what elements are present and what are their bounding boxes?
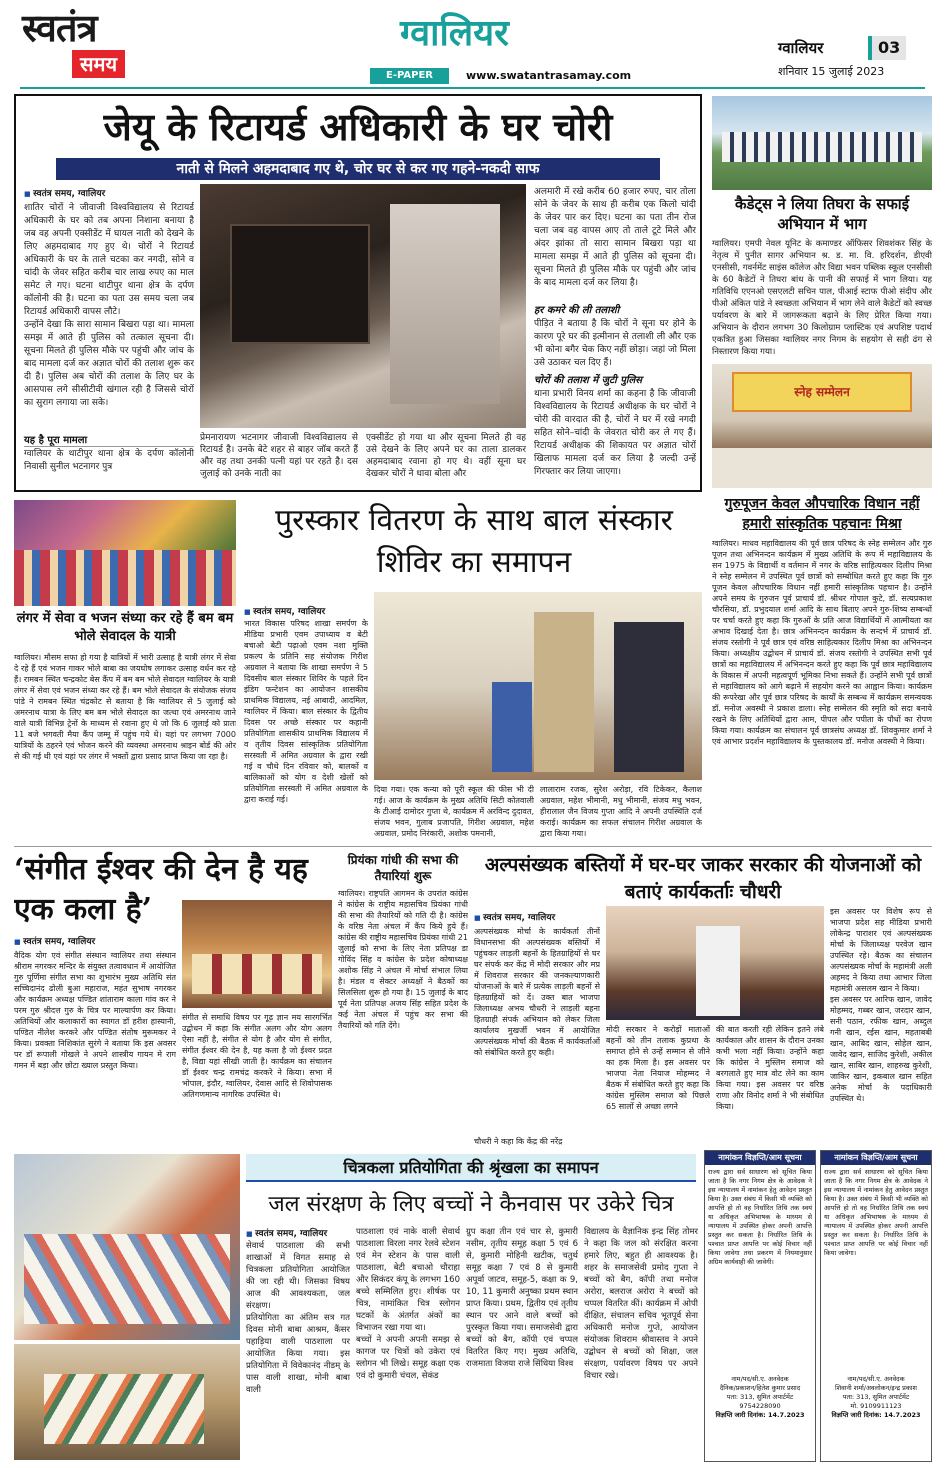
alpsankhyak-photo	[606, 906, 824, 1020]
lead-col3-subhead-1: हर कमरे की ली तलाशी	[534, 305, 620, 316]
alpsankhyak-col3: की बात करती रही लेकिन इतने लंबे कार्यकाल और शासन के दौरान उनका कभी भला नहीं किया। उन्होंने कहा कि कांग्रेस ने मुस्लिम समाज को बरगलाते हुए मात्र वोट लेने का काम किया गया। इस अवसर पर वरिष्ठ राणा और विनोद शर्मा ने भी संबोधित किया।	[716, 1025, 824, 1111]
chitrakala-kicker: चित्रकला प्रतियोगिता की श्रृंखला का समापन	[246, 1154, 696, 1182]
sangeet-stage-shape	[192, 954, 322, 994]
chitrakala-photo	[14, 1154, 240, 1340]
issue-date: शनिवार 15 जुलाई 2023	[778, 65, 885, 78]
notice-1-title: नामांकन विज्ञप्ति/आम सूचना	[705, 1151, 815, 1165]
puraskar-officer-shape	[534, 612, 594, 772]
alpsankhyak-col4: इस अवसर पर विशेष रूप से भाजपा प्रदेश सह मीडिया प्रभारी लोकेन्द्र पाराशर एवं अल्पसंख्यक मोर्चा के जिलाध्यक्ष परवेज खान उपस्थित रहे। बैठक का संचालन अल्पसंख्यक मोर्चा के महामंत्री अली अहमद ने किया तथा आभार जिला महामंत्री असलम खान ने किया। इस अवसर पर आरिफ खान, जावेद मोहम्मद, गब्बर खान, जरदार खान, सनी पठान, रफीक खान, अब्दुल गनी खान, रईस खान, महताबबी खान, आबिद खान, सोहेल खान, जावेद खान, साजिद कुरेशी, अकील खान, साबिर खान, शाहरुख कुरेशी, जाकिर खान, इकबाल खान सहित अनेक मोर्चा के पदाधिकारी उपस्थित थे।	[830, 907, 932, 1103]
alpsankhyak-col1: अल्पसंख्यक मोर्चा के कार्यकर्ता तीनों विधानसभा की अल्पसंख्यक बस्तियों में पहुंचकर लाड़ली बहनों के हितग्राहियों से घर घर संपर्क कर केंद्र में मोदी सरकार और मप्र में शिवराज सरकार की जनकल्याणकारी योजनाओं के बारे में प्रत्येक लाड़ली बहनों से हितग्राहियों को दें। उक्त बात भाजपा जिलाध्यक्ष अभय चौधरी ने लाड़ली बहना हितग्राही संपर्क अभियान को लेकर जिला कार्यालय मुखर्जी भवन में आयोजित अल्पसंख्यक मोर्चा की बैठक में कार्यकर्ताओं को संबोधित करते हुए कही।	[474, 927, 600, 1057]
puraskar-col1: भारत विकास परिषद शाखा समर्पण के मीडिया प्रभारी एवम उपाध्याय व बेटी बचाओ बेटी पढ़ाओ एवम नशा मुक्ति प्रकल्प के प्रतिनि सह संयोजक गिरीश अग्रवाल ने बताया कि शाखा समर्पण ने 5 दिवसीय बाल संस्कार शिविर के पहले दिन इंडिग फन्टेशन का आयोजन शासकीय प्राथमिक विद्यालय, नई आबादी, आदमिल, ग्वालियर में किया। बाल संस्कार के द्वितीय दिवस पर अच्छे संस्कार पर कहानी प्रतियोगिता शासकीय प्राथमिक विद्यालय में व तृतीय दिवस सांस्कृतिक प्रतियोगिता सरस्वती में अमित अग्रवाल के द्वारा रखी गई व चौथे दिन रविवार को, बालकों व बालिकाओं को योग व देशी खेलों को प्रतियोगिता सरस्वती में अमित अग्रवाल के द्वारा कराई गई।	[244, 619, 368, 804]
puraskar-child-shape	[492, 682, 532, 772]
notice-2-title: नामांकन विज्ञप्ति/आम सूचना	[821, 1151, 931, 1165]
priyanka-body: ग्वालियर। राष्ट्रपति आगमन के उपरांत कांग्रेस ने कांग्रेस के राष्ट्रीय महासचिव प्रियंका गांधी की सभा की तैयारियों को गति दी है। कांग्रेस के वरिष्ठ नेता अंचल में कैंप किये हुये हैं। कांग्रेस की राष्ट्रीय महासचिव प्रियंका गांधी 21 जुलाई को सभा के लिए नेता प्रतिपक्ष डा गोविंद सिंह व कांग्रेस के प्रदेश कोषाध्यक्ष अशोक सिंह ने अंचल में मोर्चा संभाल लिया है। मंडल व सेक्टर अध्यक्षों ने बैठकों का सिलसिला शुरू हो गया है। 15 जुलाई के बाद पूर्व नेता प्रतिपक्ष अजय सिंह सहित प्रदेश के कई नेता अंचल में पहुंच कर सभा की तैयारियों को गति देंगे।	[338, 889, 468, 1030]
masthead	[0, 0, 945, 90]
lead-photo	[200, 184, 526, 428]
gurupujan-photo	[712, 364, 932, 488]
chitrakala-photo-2	[14, 1344, 240, 1460]
lead-col3: अलमारी में रखे करीब 60 हजार रुपए, चार तोला सोने के जेवर के साथ ही करीब एक किलो चांदी के जेवर पार कर दिए। घटना का पता तीन रोज चला जब वह वापस आए तो ताले टूटे मिले और अंदर झांका तो सारा सामान बिखरा पड़ा था मामला समझ में आते ही पुलिस को सूचना दी। सूचना मिलते ही पुलिस मौके पर पहुंची और जांच के बाद मामला दर्ज कर लिया है।	[534, 187, 696, 288]
gurupujan-banner-text: स्नेह सम्मेलन	[794, 385, 850, 399]
lead-photo-caption-b: एक्सीडेंट हो गया था और सूचना मिलते ही वह उसे देखने के लिए अपने घर का ताला डालकर अहमदाबाद रवाना हो गए थे। वहीं सूना घर देखकर चोरों ने धावा बोला और	[366, 433, 526, 479]
lead-col1: शातिर चोरों ने जीवाजी विश्वविद्यालय से रिटायर्ड अधिकारी के घर को तब अपना निशाना बनाया है जब वह अपनी एक्सीडेंट में घायल नाती को देखने के लिए अहमदाबाद गए हुए थे। चोरों ने रिटायर्ड अधिकारी के घर के ताले चटका कर नगदी, सोने व चांदी के जेवर सहित करीब चार लाख रुपए का माल समेट ले गए। घटना थाटीपुर थाना क्षेत्र के दर्पण कॉलोनी की है। घटना का पता उस समय चला जब रिटायर्ड अधिकारी वापस लौटे। उन्होंने देखा कि सारा सामान बिखरा पड़ा था। मामला समझ में आते ही पुलिस को तत्काल सूचना दी। सूचना मिलते ही पुलिस मौके पर पहुंची और जांच के बाद मामला दर्ज कर अज्ञात चोरों की तलाश शुरू कर दी है। पुलिस अब चोरों की तलाश के लिए घर के आसपास लगे सीसीटीवी खंगाल रही है जिससे चोरों का सुराग लगाया जा सके।	[24, 203, 194, 408]
puraskar-photo	[374, 592, 702, 780]
section-rule	[14, 846, 932, 847]
notice-1-date: विज्ञप्ति जारी दिनांक: 14.7.2023	[715, 1411, 805, 1419]
epaper-label: E-PAPER	[370, 68, 449, 84]
lead-col1-subhead: यह है पूरा मामला	[24, 432, 194, 447]
puraskar-col3: लालाराम रजक, सुरेश अरोड़ा, रवि टिकेकर, कैलाश अग्रवाल, महेश भीमानी, मधु भीमानी, संजय मधु भवन, हीरालाल जैन विजय गुप्ता आदि ने अपनी उपस्थिति दर्ज कराई। कार्यक्रम का सफल संचालन गिरीश अग्रवाल के द्वारा किया गया।	[540, 785, 702, 838]
lead-col3-p2: पीड़ित ने बताया है कि चोरों ने सूना घर होने के कारण पूरे घर की इत्मीनान से तलाशी ली और एक भी कोना बगैर चेक किए नहीं छोड़ा। जहां जो मिला उसे उठाकर चल दिए हैं।	[534, 319, 696, 368]
sangeet-headline: ‘संगीत ईश्वर की देन है यह एक कला है’	[14, 852, 308, 927]
alpsankhyak-byline: ■ स्वतंत्र समय, ग्वालियर	[474, 910, 600, 923]
sangeet-col1: वैदिक योग एवं संगीत संस्थान ग्वालियर तथा संस्थान श्रीराम नगरकर मन्दिर के संयुक्त तत्वावधान में आयोजित गुरु पूर्णिमा संगीत सभा का शुभारंभ मुख्य अतिथि संत सच्चिदानंद ढोली बुआ महाराज, महंत सुभाष नगरकर और कार्यक्रम अध्यक्ष पण्डित शांताराम काला गांव कर ने परम गुरु श्रीदत्त गुरु के चित्र पर माल्यार्पण कर किया। अतिथियों और कलाकारों का स्वागत डॉ हरीश हास्यानी, पण्डित नीलेश करकरे और पण्डित संतोष मुरूमकर ने किया। प्रवक्ता निशिकांत सुरंगे ने बताया कि इस अवसर पर डॉ रूपाली गोखले ने अपने शास्त्रीय गायन मे राग गमन में बड़ा और छोटा ख्याल प्रस्तुत किया।	[14, 951, 176, 1070]
langar-crowd-shape	[14, 550, 236, 606]
notice-1	[704, 1150, 816, 1462]
notice-2-body: राज्य द्वारा सर्व साधारण को सूचित किया जाता है कि नगर निगम क्षेत्र के आवेदक ने इस न्यायालय में नामांकन हेतु आवेदन प्रस्तुत किया है। उक्त संबंध में किसी भी व्यक्ति को आपत्ति हो तो वह निर्धारित तिथि तक स्वयं या अधिकृत अभिभाषक के माध्यम से न्यायालय में उपस्थित होकर अपनी आपत्ति प्रस्तुत कर सकता है। निर्धारित तिथि के पश्चात प्राप्त आपत्ति पर कोई विचार नहीं किया जावेगा।	[824, 1168, 928, 1257]
page-number: 03	[868, 36, 906, 60]
gurupujan-table-shape	[712, 448, 932, 488]
alpsankhyak-photo-caption: चौधरी ने कहा कि केंद्र की नरेंद्र	[474, 1137, 563, 1146]
lead-col1-tail: ग्वालियर के थाटीपुर थाना क्षेत्र के दर्पण कॉलोनी निवासी सुनील भटनागर पुत्र	[24, 449, 194, 472]
langar-body: ग्वालियर। मौसम सफा हो गया है यात्रियों में भारी उत्साह है यात्री लंगर में सेवा दे रहे हैं एवं भजन गाकर भोले बाबा का जयघोष लगाकर उत्साह वर्धन कर रहे हैं। रामबन स्थित चन्द्रकोट बेस कैंप में बम बम भोले सेवादल ग्वालियर के यात्री लंगर में सेवा एवं भजन संध्या कर रहे हैं। बम भोले सेवादल के संयोजक संजय पांडे ने रामबन स्थित चंद्रकोट से बताया है कि ग्वालियर से 5 जुलाई को अमरनाथ यात्रा के लिए बम बम भोले सेवादल का जत्था एवं अमरनाथ जाने वाले यात्री विभिन्न ट्रेनों के माध्यम से रवाना हुए थे जो कि 6 जुलाई को प्रातः 11 बजे भगवती मैया कैंप जम्मू में पहुंच गये थे। यहां पर लगभग 7000 यात्रियों के ठहरने एवं भोजन करने की व्यवस्था अमरनाथ श्राइन बोर्ड की ओर से की गई थी एवं यहां पर लंगर में भक्तों द्वारा प्रसाद प्राप्त किया जा रहा है।	[14, 653, 236, 761]
chitrakala-byline: ■ स्वतंत्र समय, ग्वालियर	[246, 1226, 366, 1239]
chitrakala-drawing-shape	[44, 1374, 204, 1444]
logo-top-text: स्वतंत्र	[22, 5, 97, 50]
alpsankhyak-speaker-shape	[696, 926, 740, 1016]
chitrakala-col1: सेवार्थ पाठशाला की सभी शाखाओं में विगत समाह से चित्रकला प्रतियोगिता आयोजित की जा रही थी। जिसका विषय आज की आवश्यकता, जल संरक्षण। प्रतियोगिता का अंतिम सत्र गत दिवस मोनी बाबा आश्रम, कैंसर पहाड़िया वाली पाठशाला पर आयोजित किया गया। इस प्रतियोगिता में विवेकानंद नीडम् के पास वाली शाखा, मोनी बाबा वाली	[246, 1241, 350, 1395]
lead-subhead: नाती से मिलने अहमदाबाद गए थे, चोर घर से कर गए गहने-नकदी साफ	[56, 158, 660, 180]
puraskar-person-shape	[614, 622, 684, 772]
alpsankhyak-col2: मोदी सरकार ने करोड़ों माताओं बहनों को तीन तलाक कुप्रथा के समाप्त होने से उन्हें सम्मान से जीने का हक मिला है। इस अवसर पर भाजपा नेता नियाज मोहम्मद ने बैठक में संबोधित करते हुए कहा कि कांग्रेस मुस्लिम समाज को पिछले 65 सालों से अच्छा लगने	[606, 1025, 710, 1111]
chitrakala-col4: विद्यालय के वैज्ञानिक इन्द्र सिंह तोमर ने कहा कि जल को संरक्षित करना हमारे लिए, बहुत ही आवश्यक है। शहर के समाजसेवी प्रमोद गुप्ता ने बच्चों को बैग, कॉपी तथा मनोज अरोरा, बलराज अरोरा ने बच्चों को चप्पल वितरित कीं। कार्यक्रम में ओपी दीक्षित, संचालन सचिव भूतपूर्व सेना अधिकारी मनोज गुप्ते, आयोजन संयोजक शिवराम श्रीवास्तव ने अपने उद्बोधन से बच्चों को शिक्षा, जल संरक्षण, पर्यावरण विषय पर अपने विचार रखे।	[584, 1227, 698, 1381]
notice-2	[820, 1150, 932, 1462]
chitrakala-children-shape	[24, 1234, 230, 1324]
cadets-photo	[712, 96, 932, 190]
sangeet-byline: ■ स्वतंत्र समय, ग्वालियर	[14, 934, 174, 947]
sangeet-photo	[182, 900, 332, 1008]
chitrakala-headline: जल संरक्षण के लिए बच्चों ने कैनवास पर उकेरे चित्र	[268, 1192, 674, 1217]
lead-headline: जेयू के रिटायर्ड अधिकारी के घर चोरी	[103, 104, 613, 149]
gurupujan-headline: गुरुपूजन केवल औपचारिक विधान नहीं हमारी सांस्कृतिक पहचानः मिश्रा	[724, 496, 920, 532]
priyanka-headline: प्रियंका गांधी की सभा की तैयारियां शुरू	[347, 853, 459, 883]
chitrakala-col2: पाठशाला एवं नाके वाली सेवार्थ पाठशाला विरला नगर रेलवे स्टेशन एवं मेन स्टेशन के पास वाली पाठशाला, बेटी बचाओ चौराहा और सिकंदर कंपू के लगभग 160 बच्चे सम्मिलित हुए। शीर्षक पर चित्र, नामांकित चित्र स्लोगन घटकों के अंतर्गत अंकों का विभाजन रखा गया था। बच्चों ने अपनी अपनी समझ से कागज पर चित्रों को उकेरा एवं स्लोगन भी लिखे। समूह कक्षा एक एवं दो कुमारी चंचल, सेकंड	[356, 1227, 460, 1381]
notice-1-body: राज्य द्वारा सर्व साधारण को सूचित किया जाता है कि नगर निगम क्षेत्र के आवेदक ने इस न्यायालय में नामांकन हेतु आवेदन प्रस्तुत किया है। उक्त संबंध में किसी भी व्यक्ति को आपत्ति हो तो वह निर्धारित तिथि तक स्वयं या अधिकृत अभिभाषक के माध्यम से न्यायालय में उपस्थित होकर अपनी आपत्ति प्रस्तुत कर सकता है। निर्धारित तिथि के पश्चात प्राप्त आपत्ति पर कोई विचार नहीं किया जावेगा तथा प्रकरण में नियमानुसार अग्रिम कार्यवाही की जावेगी।	[708, 1168, 812, 1266]
masthead-city: ग्वालियर	[400, 13, 509, 54]
lead-col3-p3: थाना प्रभारी विनय शर्मा का कहना है कि जीवाजी विश्वविद्यालय के रिटायर्ड अधीक्षक के घर चोरों ने चोरी की वारदात की है, चोरों ने घर में रखे नगदी सहित सोने–चांदी के जेवरात चोरी कर ले गए हैं। रिटायर्ड अधीक्षक की शिकायत पर अज्ञात चोरों खिलाफ मामला दर्ज कर लिया है जल्दी उन्हें गिरफ्तार कर लिया जाएगा।	[534, 389, 696, 477]
puraskar-byline: ■ स्वतंत्र समय, ग्वालियर	[244, 604, 368, 617]
gurupujan-banner	[732, 372, 912, 412]
lead-story	[14, 94, 702, 492]
logo-bottom-text: समय	[72, 50, 125, 78]
masthead-logo	[22, 6, 162, 86]
alpsankhyak-headline: अल्पसंख्यक बस्तियों में घर-घर जाकर सरकार की योजनाओं को बताएं कार्यकर्ताः चौधरी	[484, 854, 922, 903]
cadets-headline: कैडेट्स ने लिया तिघरा के सफाई अभियान में भाग	[734, 195, 910, 233]
cadets-body: ग्वालियर। एमपी नेवल यूनिट के कमाण्डर ऑफिसर शिवशंकर सिंह के नेतृत्व में पुनीत सागर अभियान श्र. ड. मा. वि. हरिदर्शन, डीएवी एनसीसी, गवर्नमेंट साइंस कॉलेज और विद्या भवन पब्लिक स्कूल एनसीसी के 60 कैडेटों ने तिघरा बांध के पानी की सफाई में भाग लिया। यह गतिविधि एएनओ एसएलटी सचिन पाल, पीआई स्टाफ पीओ संदीप और पीओ अंकित पांडे ने स्वच्छता अभियान में भाग लेने वाले कैडेटों को स्वच्छ पर्यावरण के बारे में जागरूकता बढ़ाने के लिए प्रेरित किया गया। अभियान के दौरान लगभग 30 किलोग्राम प्लास्टिक एवं अपशिष्ट पदार्थ एकत्रित हुआ जिसका ग्वालियर नगर निगम के सहयोग से सही ढंग से निस्तारण किया गया।	[712, 239, 932, 357]
lead-byline: ■ स्वतंत्र समय, ग्वालियर	[24, 186, 194, 199]
notice-2-date: विज्ञप्ति जारी दिनांक: 14.7.2023	[831, 1411, 921, 1419]
cadets-group-shape	[722, 132, 922, 162]
notice-1-officer: नाम/पद/सी.ए. अनवेदक दैनिक/प्रकाशन/हितेश कुमार प्रसाद पता: 313, सुमित अपार्टमेंट 9754228090	[719, 1375, 801, 1410]
gurupujan-body: ग्वालियर। माधव महाविद्यालय की पूर्व छात्र परिषद के स्नेह सम्मेलन और गुरु पूजन तथा अभिनन्दन कार्यक्रम में मुख्य अतिथि के रूप में महाविद्यालय के सन 1975 के विद्यार्थी व वर्तमान में नगर के वरिष्ठ साहित्यकार दिलीप मिश्रा ने स्नेह सम्मेलन में उपस्थित पूर्व छात्रों को सम्बोधित करते हुए कहा कि गुरु पूजन केवल औपचारिक विधान नहीं हमारी सांस्कृतिक पहचान है। उन्होंने अपने समय के गुरुजन पूर्व प्राचार्य डॉ. श्रीधर गोपाल कुटे, डॉ. सत्यप्रकाश चौरसिया, डॉ. प्रभुदयाल शर्मा आदि के साथ बिताए अपने गुरु-शिष्य सम्बन्धों पर चर्चा करते हुए कहा कि गुरुओं के प्रति आज विद्यार्थियों में आत्मीयता का अभाव दिखाई देता है। छात्र अभिनन्दन कार्यक्रम के सन्दर्भ में प्राचार्य डॉ. संजय रस्तोगी ने पूर्व छात्र एवं वरिष्ठ साहित्यकार दिलीप मिश्रा का अभिनन्दन किया। अध्यक्षीय उद्बोधन में प्राचार्य डॉ. संजय रस्तोगी ने उपस्थित सभी पूर्व छात्रों का महाविद्यालय में अभिनन्दन करते हुए कहा कि पूर्व छात्र महाविद्यालय के विकास में अपनी महत्वपूर्ण भूमिका निभा सकते हैं। उन्होंने सभी पूर्व छात्रों से महाविद्यालय को आगे बढ़ाने में सहयोग करने का आह्वान किया। कार्यक्रम की रूपरेखा और पूर्व छात्र परिषद के कार्यों के सम्बन्ध में कार्यक्रम समन्वयक डॉ. मनोज अवस्थी ने प्रकाश डाला। स्नेह सम्मेलन की स्मृति को सदा बनाये रखने के लिए अतिथियों द्वारा आम, पीपल और पपीता के पौधों का रोपण किया गया। कार्यक्रम का संचालन पूर्व छात्रसंघ अध्यक्ष डॉ. शिवकुमार शर्मा ने एवं आभार प्रदर्शन महाविद्यालय के पुस्तकालय डॉ. मनोज अवस्थी ने किया।	[712, 539, 932, 746]
chitrakala-col3: ग्रुप कक्षा तीन एवं चार से, कुमारी नसीम, तृतीय समूह कक्षा 5 एवं 6 से, कुमारी मोहिनी खटीक, चतुर्थ समूह कक्षा 7 एवं 8 से कुमारी अपूर्वा जाटव, समूह-5, कक्षा क 9, 10, 11 कुमारी अनुष्का प्रथम स्थान प्राप्त किया। प्रथम, द्वितीय एवं तृतीय स्थान पर आने वाले बच्चों को पुरस्कृत किया गया। समाजसेवी द्वारा बच्चों को बैग, कॉपी एवं चप्पल वितरित किए गए। मुख्य अतिथि, राजमाता विजया राजे सिंधिया विश्व	[466, 1227, 578, 1369]
sangeet-col2: संगीत से समाधि विषय पर गूढ़ ज्ञान मय सारगर्भित उद्बोधन में कहा कि संगीत अलग और योग अलग ऐसा नहीं है, संगीत से योग है और योग से संगीत, संगीत ईश्वर की देन है, यह कला है जो ईश्वर प्रदत है, विद्या यहां सीखी जाती है। कार्यक्रम का संचालन डॉ ईश्वर चन्द्र रामचंद्र करकरे ने किया। सभा में भोपाल, इंदौर, ग्वालियर, देवास आदि से शिवोपासक अतिगणमान्य नागरिक उपस्थित थे।	[182, 1013, 332, 1099]
photo-cloth-shape	[390, 204, 500, 404]
langar-photo	[14, 500, 236, 606]
site-url[interactable]: www.swatantrasamay.com	[466, 69, 632, 82]
lead-photo-caption-a: प्रेमनारायण भटनागर जीवाजी विश्वविद्यालय से रिटायर्ड है। उनके बेटे शहर से बाहर जॉब करते हैं और वह तथा उनकी पत्नी यहां पर रहते है। दस जुलाई को उनके नाती का	[200, 433, 358, 479]
photo-drawer-shape	[230, 224, 370, 344]
lead-col3-subhead-2: चोरों की तलाश में जुटी पुलिस	[534, 375, 643, 386]
masthead-rule	[20, 87, 925, 89]
langar-headline: लंगर में सेवा व भजन संध्या कर रहे हैं बम बम भोले सेवादल के यात्री	[16, 611, 234, 644]
notice-2-officer: नाम/पद/सी.ए. अनवेदक शिवानी शर्मा/अवलोकन/इन्द्र प्रकाश पता: 313, सुमित अपार्टमेंट मो. 9109911123	[835, 1375, 917, 1410]
puraskar-headline: पुरस्कार वितरण के साथ बाल संस्कार शिविर का समापन	[275, 503, 673, 580]
page-city: ग्वालियर	[778, 39, 824, 57]
puraskar-col2: दिया गया। एक कन्या को पूरी स्कूल की फीस भी दी गई। आज के कार्यक्रम के मुख्य अतिथि सिटी कोतवाली के टीआई दामोदर गुप्ता थे, कार्यक्रम में अरविन्द दुदावत, संजय भवन, गुलाब प्रजापति, गिरीश अग्रवाल, महेश अग्रवाल, प्रमोद निरंकारी, अशोक पमनानी,	[374, 785, 534, 838]
